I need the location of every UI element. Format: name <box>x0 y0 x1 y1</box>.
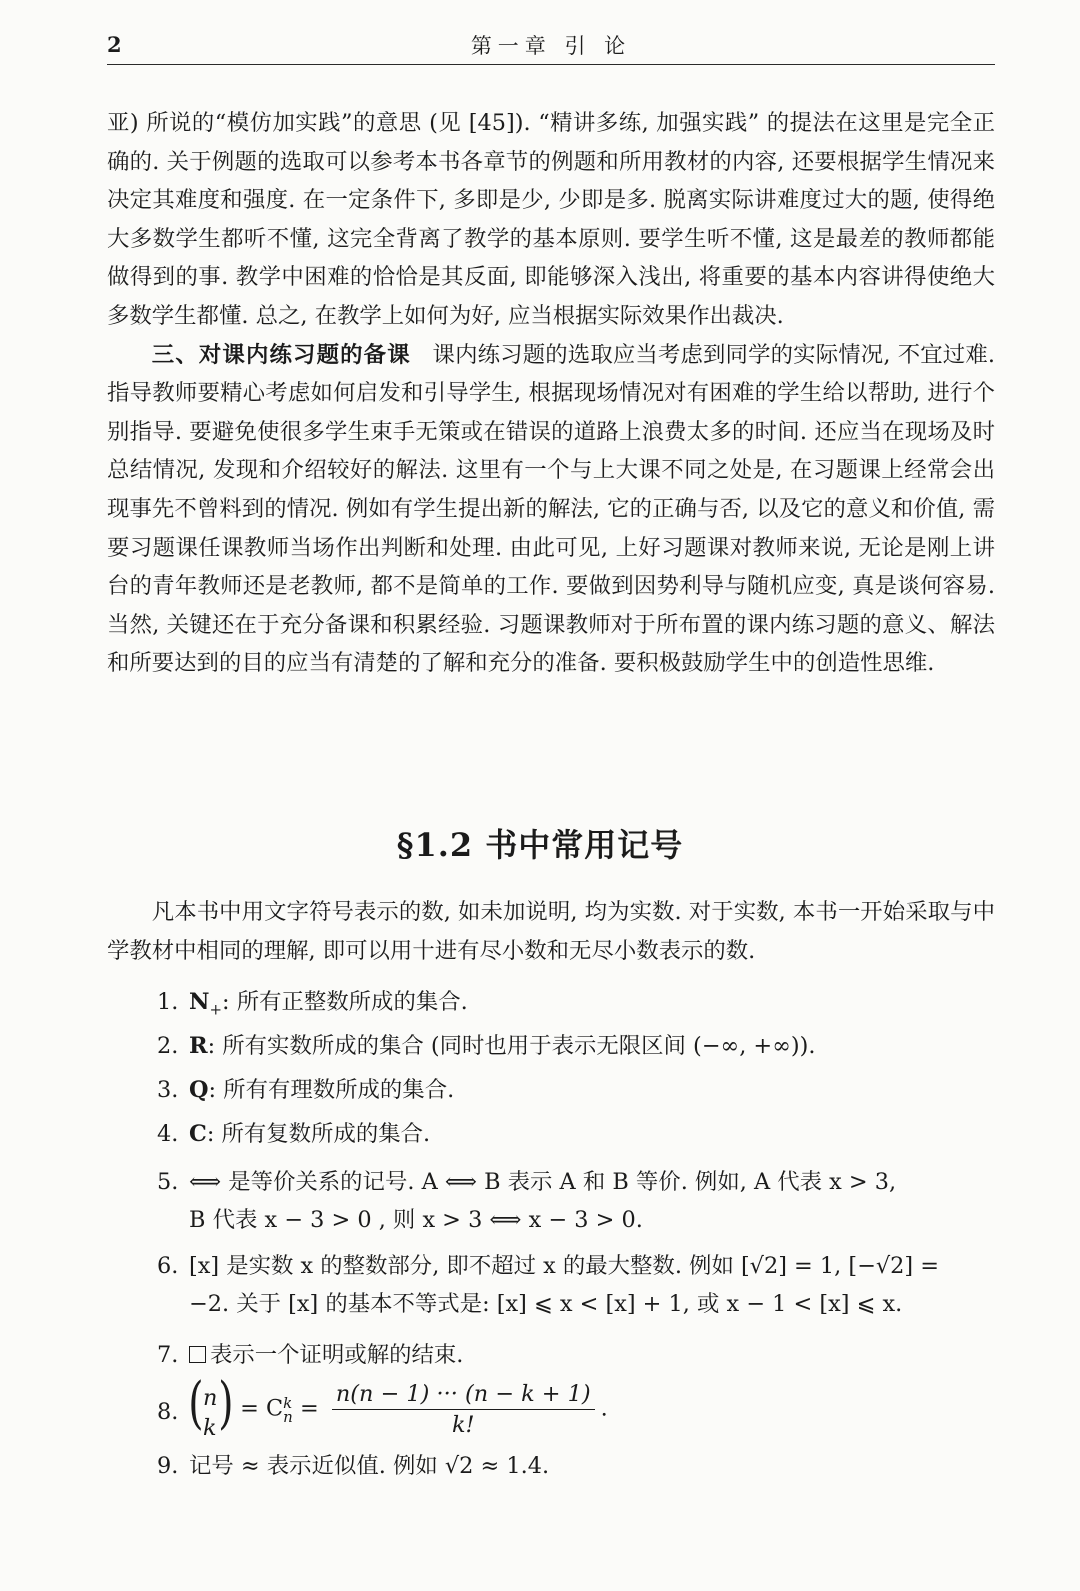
item-content <box>189 1027 995 1065</box>
item-number: 8. <box>157 1399 179 1425</box>
item-number: 9. <box>157 1453 179 1479</box>
equals-sign: = <box>299 1395 319 1422</box>
item-number: 7. <box>157 1342 179 1368</box>
paragraph-body: 课内练习题的选取应当考虑到同学的实际情况, 不宜过难. 指导教师要精心考虑如何启发和引导学生, 根据现场情况对有困难的学生给以帮助, 进行个别指导. 要避免使很多学生束手无策或在错误的道路上浪费太多的时间. 还应当在现场及时总结情况, 发现和介绍较好的解法. 这里有一个与上大课不同之处是, 在习题课上经常会出现事先不曾料到的情况. 例如有学生提出新的解法, 它的正确与否, 以及它的意义和价值, 需要习题课任课教师当场作出判断和处理. 由此可见, 上好习题课对教师来说, 无论是刚上讲台的青年教师还是老教师, 都不是简单的工作. 要做到因势利导与随机应变, 真是谈何容易. 当然, 关键还在于充分备课和积累经验. 习题课教师对于所布置的课内练习题的意义、解法和所要达到的目的应当有清楚的了解和充分的准备. 要积极鼓励学生中的创造性思维. <box>107 341 995 677</box>
item-symbol: C <box>189 1121 207 1147</box>
fraction-denominator: k! <box>451 1412 475 1438</box>
item-content <box>188 1370 995 1441</box>
binomial-coefficient <box>188 1370 234 1441</box>
item-text: 表示一个证明或解的结束. <box>210 1342 464 1368</box>
right-paren-icon: ) <box>218 1370 234 1436</box>
page-number: 2 <box>107 32 122 57</box>
item-text: : 所有有理数所成的集合. <box>208 1077 455 1103</box>
binomial-top: n <box>203 1384 218 1411</box>
list-item <box>107 1370 995 1443</box>
item-text: : 所有实数所成的集合 (同时也用于表示无限区间 (−∞, +∞)). <box>207 1033 816 1059</box>
binomial-bottom: k <box>203 1414 217 1441</box>
item-content <box>189 1163 995 1239</box>
c-superscript: k <box>283 1393 293 1412</box>
item-content <box>189 1247 995 1323</box>
item-text: 记号 ≈ 表示近似值. 例如 √2 ≈ 1.4. <box>189 1453 550 1479</box>
item-content <box>189 1447 995 1485</box>
paragraph-lead-heading: 三、对课内练习题的备课 <box>151 341 411 368</box>
item-symbol: R <box>189 1033 208 1059</box>
section-title: §1.2 书中常用记号 <box>396 826 684 864</box>
item-symbol-subscript: + <box>209 1000 223 1019</box>
left-paren-icon: ( <box>188 1370 204 1436</box>
page-header <box>107 24 995 65</box>
item-line: B 代表 x − 3 > 0 , 则 x > 3 ⟺ x − 3 > 0. <box>189 1207 643 1233</box>
item-number: 3. <box>157 1077 179 1103</box>
paragraph-continuation: 亚) 所说的“模仿加实践”的意思 (见 [45]). “精讲多练, 加强实践” 的提法在这里是完全正确的. 关于例题的选取可以参考本书各章节的例题和所用教材的内容, 还要根据学生情况来决定其难度和强度. 在一定条件下, 多即是少, 少即是多. 脱离实际讲难度过大的题, 使得绝大多数学生都听不懂, 这完全背离了教学的基本原则. 要学生听不懂, 这是最差的教师都能做得到的事. 教学中困难的恰恰是其反面, 即能够深入浅出, 将重要的基本内容讲得使绝大多数学生都懂. 总之, 在教学上如何为好, 应当根据实际效果作出裁决. <box>107 110 995 329</box>
section-intro-text: 凡本书中用文字符号表示的数, 如未加说明, 均为实数. 对于实数, 本书一开始采取与中学教材中相同的理解, 即可以用十进有尽小数和无尽小数表示的数. <box>107 899 995 964</box>
c-subscript: n <box>283 1407 293 1426</box>
paragraph-exercise-prep <box>107 336 995 683</box>
running-head: 第一章 引 论 <box>470 34 632 58</box>
main-text <box>107 104 995 683</box>
item-tail: . <box>600 1395 608 1422</box>
item-number: 5. <box>157 1169 179 1195</box>
item-line: [x] 是实数 x 的整数部分, 即不超过 x 的最大整数. 例如 [√2] = 1, [−√2] = <box>189 1253 940 1279</box>
item-content <box>189 1336 995 1374</box>
fraction <box>332 1379 595 1440</box>
fraction-numerator: n(n − 1) ··· (n − k + 1) <box>332 1379 595 1410</box>
item-number: 2. <box>157 1033 179 1059</box>
item-symbol: N <box>189 989 210 1015</box>
item-number: 4. <box>157 1121 179 1147</box>
item-text: : 所有正整数所成的集合. <box>222 989 468 1015</box>
item-symbol: Q <box>189 1077 209 1103</box>
section-intro <box>107 893 995 970</box>
item-content <box>189 1115 995 1153</box>
item-number: 6. <box>157 1253 179 1279</box>
item-content <box>189 1071 995 1109</box>
item-text: : 所有复数所成的集合. <box>206 1121 431 1147</box>
item-content <box>189 983 995 1028</box>
item-line: −2. 关于 [x] 的基本不等式是: [x] ⩽ x < [x] + 1, 或 x − 1 < [x] ⩽ x. <box>189 1291 903 1317</box>
equals-c: = C <box>240 1395 284 1422</box>
item-line: ⟺ 是等价关系的记号. A ⟺ B 表示 A 和 B 等价. 例如, A 代表 x > 3, <box>189 1169 897 1195</box>
item-number: 1. <box>157 989 179 1015</box>
qed-square-icon <box>189 1346 206 1363</box>
